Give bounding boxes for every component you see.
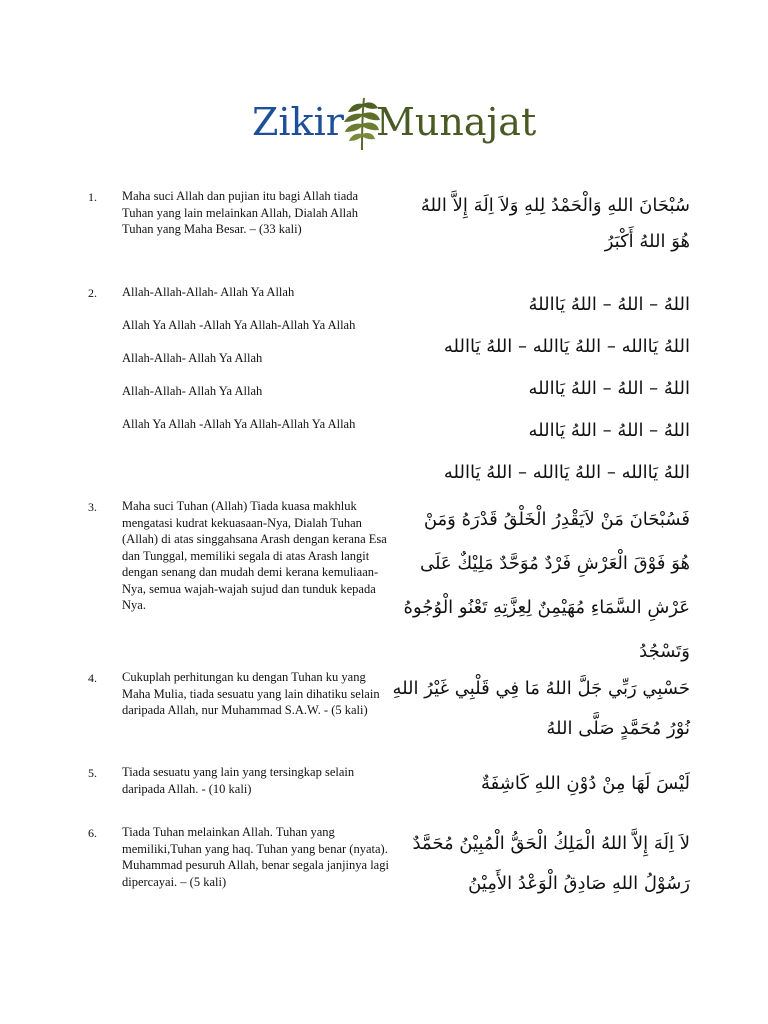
logo-text-munajat: Munajat bbox=[376, 100, 537, 144]
translation-text: Allah-Allah-Allah- Allah Ya Allah bbox=[122, 285, 295, 299]
item-number: 2. bbox=[88, 286, 97, 300]
translation-text: Allah-Allah- Allah Ya Allah bbox=[122, 384, 263, 398]
arabic-line: لَيْسَ لَهَا مِنْ دُوْنِ اللهِ كَاشِفَةٌ bbox=[481, 773, 690, 794]
translation-text: Cukuplah perhitungan ku dengan Tuhan ku yang Maha Mulia, tiada sesuatu yang lain dihatiku selain daripada Allah, nur Muhammad S.A.W. - (5 kali) bbox=[122, 670, 380, 717]
item-number: 6. bbox=[88, 826, 97, 840]
logo-text-zikir: Zikir bbox=[252, 100, 344, 144]
item-translation bbox=[122, 188, 390, 238]
item-number: 5. bbox=[88, 766, 97, 780]
item-arabic bbox=[390, 764, 690, 804]
arabic-line: اللهُ يَاالله – اللهُ يَاالله – اللهُ يَاالله bbox=[443, 336, 690, 357]
arabic-line: فَسُبْحَانَ مَنْ لاَيَقْدِرُ الْخَلْقُ قَدْرَهُ وَمَنْ bbox=[423, 509, 690, 530]
arabic-line: نُوْرُ مُحَمَّدٍ صَلَّى اللهُ bbox=[546, 718, 690, 739]
arabic-line: اللهُ – اللهُ – اللهُ يَااللهُ bbox=[528, 294, 690, 315]
arabic-line: رَسُوْلُ اللهِ صَادِقُ الْوَعْدُ الأَمِيْنُ bbox=[468, 873, 690, 894]
item-number: 3. bbox=[88, 500, 97, 514]
item-arabic bbox=[390, 824, 690, 904]
arabic-line: اللهُ يَاالله – اللهُ يَاالله – اللهُ يَاالله bbox=[443, 462, 690, 483]
arabic-line: عَرْشِ السَّمَاءِ مُهَيْمِنٌ لِعِزَّتِهِ تَعْنُو الْوُجُوهُ bbox=[403, 597, 690, 618]
translation-text: Tiada Tuhan melainkan Allah. Tuhan yang memiliki,Tuhan yang haq. Tuhan yang benar (nyata). Muhammad pesuruh Allah, benar segala janjinya lagi dipercayai. – (5 kali) bbox=[122, 825, 389, 889]
item-arabic bbox=[390, 284, 690, 494]
arabic-line: اللهُ – اللهُ – اللهُ يَاالله bbox=[528, 378, 690, 399]
item-number: 1. bbox=[88, 190, 97, 204]
item-translation bbox=[122, 824, 390, 890]
translation-text: Allah Ya Allah -Allah Ya Allah-Allah Ya Allah bbox=[122, 318, 356, 332]
item-translation bbox=[122, 284, 390, 449]
arabic-line: اللهُ – اللهُ – اللهُ يَاالله bbox=[528, 420, 690, 441]
translation-text: Maha suci Tuhan (Allah) Tiada kuasa makhluk mengatasi kudrat kekuasaan-Nya, Dialah Tuhan (Allah) di atas singgahsana Arash dengan kerana Esa dan Tunggal, memiliki segala di atas Arash langit dengan senang dan mudah demi kerana kemuliaan-Nya, semua wajah-wajah sujud dan tunduk kepada Nya. bbox=[122, 499, 387, 612]
translation-text: Allah Ya Allah -Allah Ya Allah-Allah Ya Allah bbox=[122, 417, 356, 431]
arabic-line: لاَ اِلَهَ إِلاَّ اللهُ الْمَلِكُ الْحَقُّ الْمُبِيْنُ مُحَمَّدٌ bbox=[412, 833, 690, 854]
item-number: 4. bbox=[88, 671, 97, 685]
item-translation bbox=[122, 764, 390, 797]
arabic-line: حَسْبِي رَبِّي جَلَّ اللهُ مَا فِي قَلْبِي غَيْرُ اللهِ bbox=[392, 678, 690, 699]
translation-text: Maha suci Allah dan pujian itu bagi Allah tiada Tuhan yang lain melainkan Allah, Dialah Allah Tuhan yang Maha Besar. – (33 kali) bbox=[122, 189, 359, 236]
arabic-line: هُوَ اللهُ أَكْبَرُ bbox=[604, 231, 690, 252]
item-translation bbox=[122, 498, 390, 614]
arabic-line: سُبْحَانَ اللهِ وَالْحَمْدُ لِلهِ وَلاَ اِلَهَ إِلاَّ اللهُ bbox=[420, 195, 690, 216]
item-arabic bbox=[390, 669, 690, 749]
translation-text: Allah-Allah- Allah Ya Allah bbox=[122, 351, 263, 365]
item-arabic bbox=[390, 188, 690, 260]
translation-text: Tiada sesuatu yang lain yang tersingkap selain daripada Allah. - (10 kali) bbox=[122, 765, 355, 796]
header-logo bbox=[0, 92, 768, 162]
item-arabic bbox=[390, 498, 690, 674]
item-translation bbox=[122, 669, 390, 719]
arabic-line: وَتَسْجُدُ bbox=[639, 641, 690, 662]
arabic-line: هُوَ فَوْقَ الْعَرْشِ فَرْدٌ مُوَحَّدٌ مَلِيْكٌ عَلَى bbox=[419, 553, 690, 574]
